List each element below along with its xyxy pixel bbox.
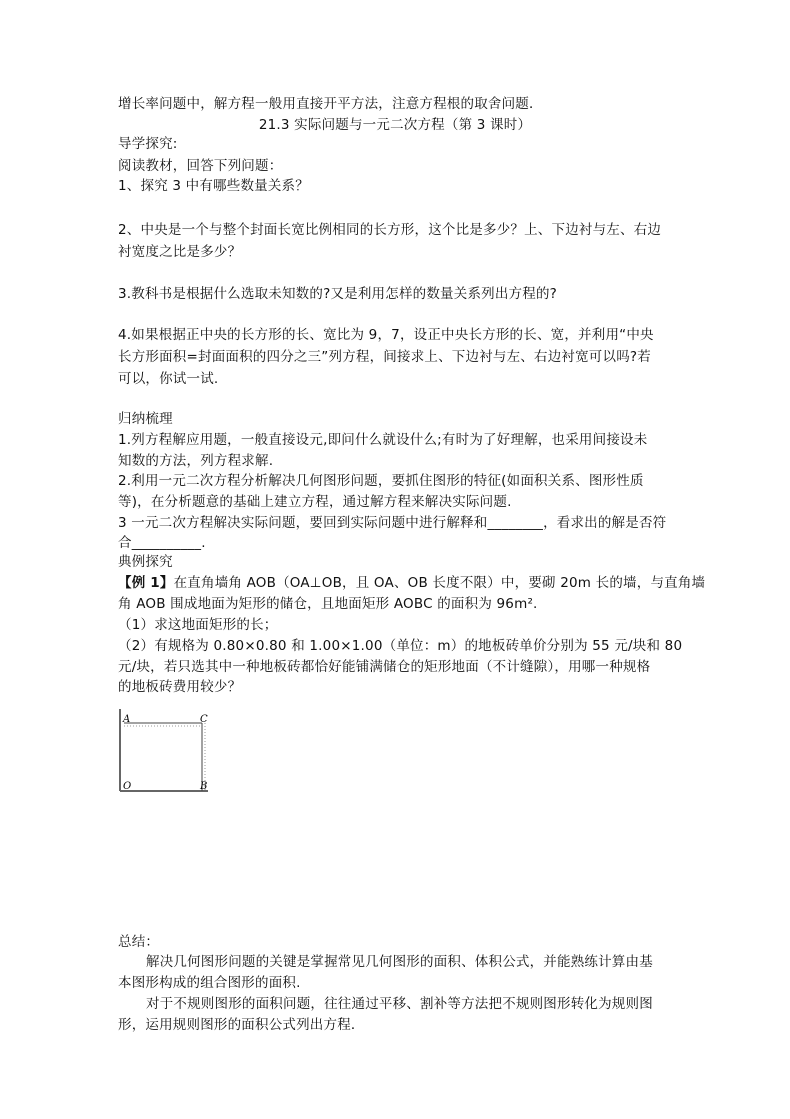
example-label: 【例 1】 [118,575,174,591]
question-4-cont: 可以，你试一试. [118,371,219,387]
example-1-part-1: （1）求这地面矩形的长； [118,617,278,633]
conclusion-2-cont: 形，运用规则图形的面积公式列出方程． [118,1017,365,1033]
example-1-part-2-cont: 的地板砖费用较少？ [118,679,242,695]
heading-examples: 典例探究 [118,554,173,570]
summary-2: 2.利用一元二次方程分析解决几何图形问题，要抓住图形的特征(如面积关系、图形性质 [118,473,644,489]
question-1: 1、探究 3 中有哪些数量关系？ [118,178,309,194]
point-b-label: B [200,781,208,792]
point-c-label: C [200,714,208,725]
heading-guided-inquiry: 导学探究: [118,136,178,152]
question-4: 4.如果根据正中央的长方形的长、宽比为 9，7，设正中央长方形的长、宽，并利用“中央 [118,327,654,343]
example-1-part-2-cont: 元/块，若只选其中一种地板砖都恰好能铺满储仓的矩形地面（不计缝隙），用哪一种规格 [118,659,651,675]
conclusion-1-cont: 本图形构成的组合图形的面积. [118,975,301,991]
summary-1: 1.列方程解应用题，一般直接设元,即问什么就设什么;有时为了好理解，也采用间接设未 [118,432,648,448]
conclusion-2: 对于不规则图形的面积问题，往往通过平移、割补等方法把不规则图形转化为规则图 [146,996,653,1012]
point-o-label: O [123,781,132,792]
section-title: 21.3 实际问题与一元二次方程（第 3 课时） [258,117,532,133]
heading-conclusion: 总结： [118,934,160,950]
summary-3-cont: 合__________. [118,535,206,551]
example-text: 在直角墙角 AOB（OA⊥OB，且 OA、OB 长度不限）中，要砌 20m 长的墙，与直角墙 [173,575,706,591]
question-2: 2、中央是一个与整个封面长宽比例相同的长方形，这个比是多少？上、下边衬与左、右边 [118,222,662,238]
conclusion-1: 解决几何图形问题的关键是掌握常见几何图形的面积、体积公式，并能熟练计算由基 [146,954,653,970]
question-3: 3.教科书是根据什么选取未知数的?又是利用怎样的数量关系列出方程的? [118,286,558,302]
summary-1-cont: 知数的方法，列方程求解. [118,453,274,469]
question-2-cont: 衬宽度之比是多少？ [118,244,242,260]
question-4-cont: 长方形面积=封面面积的四分之三”列方程，间接求上、下边衬与左、右边衬宽可以吗?若 [118,349,651,365]
text-line: 增长率问题中，解方程一般用直接开平方法，注意方程根的取舍问题． [118,96,543,112]
storage-rectangle-figure [118,705,210,793]
text-line: 阅读教材，回答下列问题： [118,158,283,174]
summary-3: 3 一元二次方程解决实际问题，要回到实际问题中进行解释和________，看求出的解是否符 [118,515,667,531]
example-1-cont: 角 AOB 围成地面为矩形的储仓，且地面矩形 AOBC 的面积为 96m². [118,596,538,612]
example-1 [118,574,705,592]
example-1-part-2: （2）有规格为 0.80×0.80 和 1.00×1.00（单位：m）的地板砖单价分别为 55 元/块和 80 [118,638,683,654]
point-a-label: A [123,714,131,725]
heading-summary: 归纳梳理 [118,411,173,427]
summary-2-cont: 等)，在分析题意的基础上建立方程，通过解方程来解决实际问题. [118,494,512,510]
